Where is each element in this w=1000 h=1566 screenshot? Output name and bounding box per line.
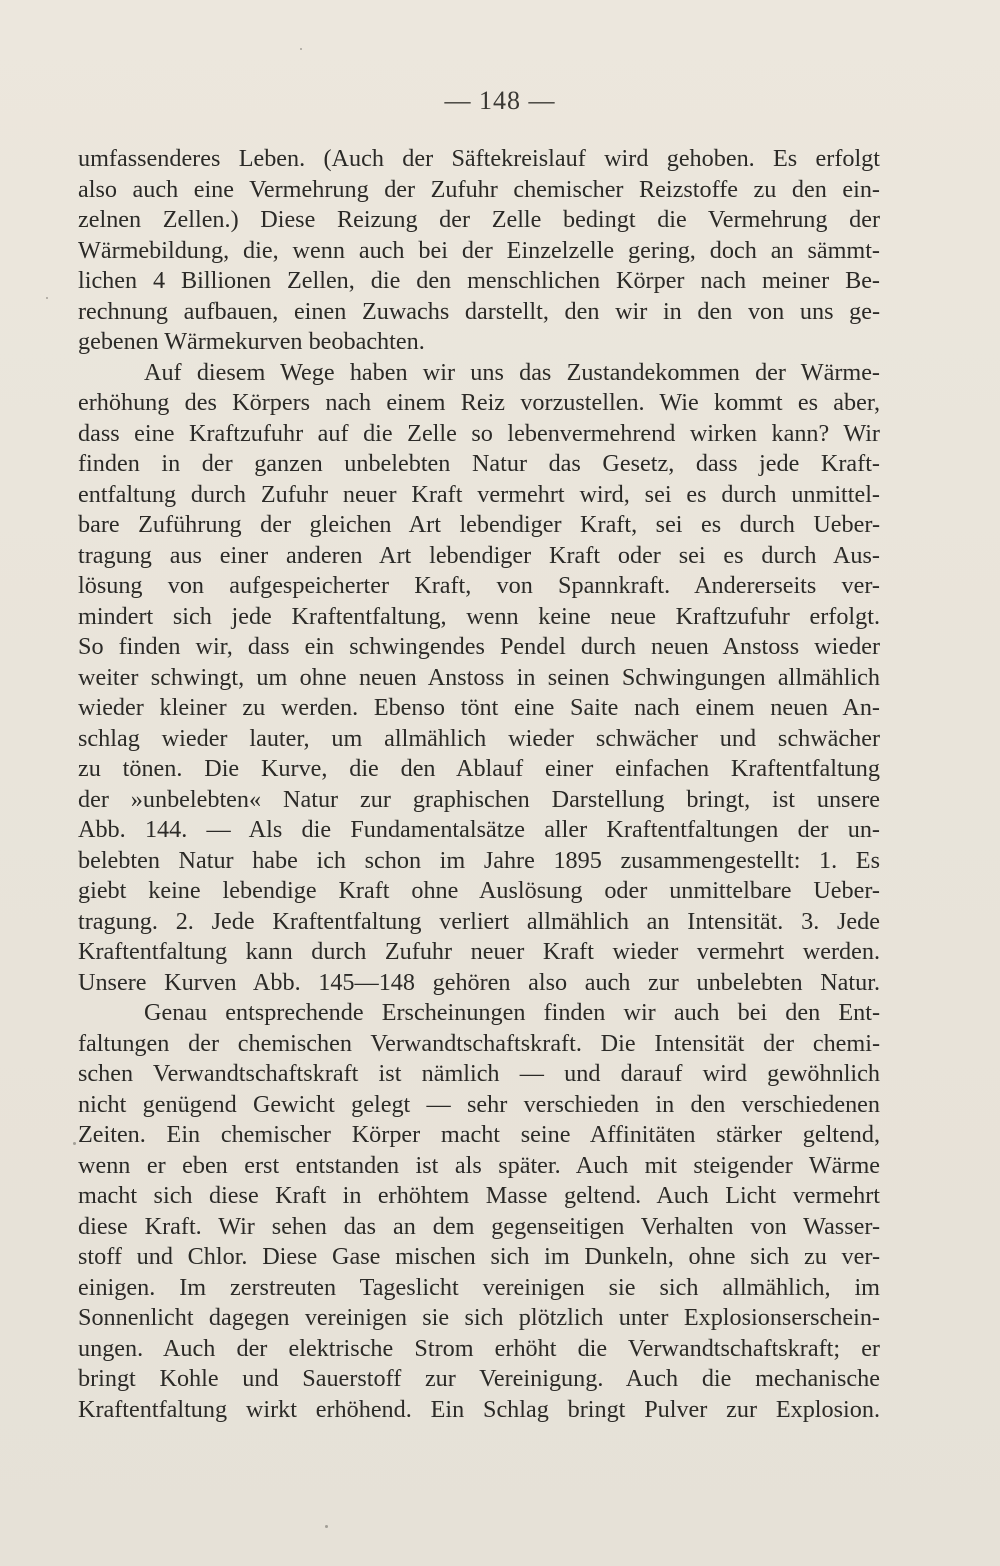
text-line: stoff und Chlor. Diese Gase mischen sich im Dunkeln, ohne sich zu ver-: [78, 1243, 880, 1270]
text-line: Wärmebildung, die, wenn auch bei der Einzelzelle gering, doch an sämmt-: [78, 236, 880, 264]
text-line: erhöhung des Körpers nach einem Reiz vorzustellen. Wie kommt es aber,: [78, 389, 880, 416]
text-line: bringt Kohle und Sauerstoff zur Vereinigung. Auch die mechanische: [78, 1365, 880, 1392]
text-line: Zeiten. Ein chemischer Körper macht seine Affinitäten stärker geltend,: [78, 1121, 880, 1148]
text-line: tragung. 2. Jede Kraftentfaltung verliert allmählich an Intensität. 3. Jede: [78, 907, 880, 935]
text-line: faltungen der chemischen Verwandtschaftskraft. Die Intensität der chemi-: [78, 1029, 880, 1057]
text-line: dass eine Kraftzufuhr auf die Zelle so lebenvermehrend wirken kann? Wir: [78, 419, 880, 447]
page-number: — 148 —: [444, 86, 556, 115]
paragraph-2: [78, 358, 880, 999]
paragraph-1: [78, 144, 880, 358]
text-line: So finden wir, dass ein schwingendes Pendel durch neuen Anstoss wieder: [78, 633, 880, 660]
text-line: umfassenderes Leben. (Auch der Säftekreislauf wird gehoben. Es erfolgt: [78, 145, 880, 172]
text-line: Kraftentfaltung wirkt erhöhend. Ein Schlag bringt Pulver zur Explosion.: [78, 1395, 880, 1423]
text-line: lösung von aufgespeicherter Kraft, von Spannkraft. Andererseits ver-: [78, 572, 880, 599]
text-line: also auch eine Vermehrung der Zufuhr chemischer Reizstoffe zu den ein-: [78, 175, 880, 203]
text-line: schlag wieder lauter, um allmählich wieder schwächer und schwächer: [78, 724, 880, 752]
paper-speck: [46, 297, 48, 299]
text-line: gebenen Wärmekurven beobachten.: [78, 328, 425, 355]
text-line: Sonnenlicht dagegen vereinigen sie sich plötzlich unter Explosionserschein-: [78, 1304, 880, 1331]
text-line: ungen. Auch der elektrische Strom erhöht die Verwandtschaftskraft; er: [78, 1334, 880, 1362]
text-line: einigen. Im zerstreuten Tageslicht vereinigen sie sich allmählich, im: [78, 1273, 880, 1301]
text-line: zu tönen. Die Kurve, die den Ablauf einer einfachen Kraftentfaltung: [78, 755, 880, 782]
text-line: wenn er eben erst entstanden ist als später. Auch mit steigender Wärme: [78, 1151, 880, 1179]
text-line: finden in der ganzen unbelebten Natur das Gesetz, dass jede Kraft-: [78, 450, 880, 477]
paper-speck: [73, 1142, 76, 1145]
text-line: tragung aus einer anderen Art lebendiger Kraft oder sei es durch Aus-: [78, 541, 880, 569]
text-line: macht sich diese Kraft in erhöhtem Masse geltend. Auch Licht vermehrt: [78, 1182, 880, 1209]
text-line: Unsere Kurven Abb. 145—148 gehören also auch zur unbelebten Natur.: [78, 968, 880, 996]
text-line: Kraftentfaltung kann durch Zufuhr neuer Kraft wieder vermehrt werden.: [78, 938, 880, 965]
text-line: Auf diesem Wege haben wir uns das Zustandekommen der Wärme-: [144, 358, 880, 386]
paper-speck: [300, 48, 302, 50]
text-line: bare Zuführung der gleichen Art lebendiger Kraft, sei es durch Ueber-: [78, 511, 880, 538]
text-line: zelnen Zellen.) Diese Reizung der Zelle bedingt die Vermehrung der: [78, 206, 880, 233]
text-line: weiter schwingt, um ohne neuen Anstoss in seinen Schwingungen allmählich: [78, 663, 880, 691]
text-line: giebt keine lebendige Kraft ohne Auslösung oder unmittelbare Ueber-: [78, 877, 880, 904]
body-text: [78, 144, 880, 1425]
text-line: entfaltung durch Zufuhr neuer Kraft vermehrt wird, sei es durch unmittel-: [78, 480, 880, 508]
text-line: schen Verwandtschaftskraft ist nämlich — und darauf wird gewöhnlich: [78, 1060, 880, 1087]
text-line: wieder kleiner zu werden. Ebenso tönt eine Saite nach einem neuen An-: [78, 694, 880, 721]
text-line: Genau entsprechende Erscheinungen finden wir auch bei den Ent-: [144, 999, 880, 1026]
text-line: diese Kraft. Wir sehen das an dem gegenseitigen Verhalten von Wasser-: [78, 1212, 880, 1240]
text-line: belebten Natur habe ich schon im Jahre 1895 zusammengestellt: 1. Es: [78, 846, 880, 874]
text-line: rechnung aufbauen, einen Zuwachs darstellt, den wir in den von uns ge-: [78, 297, 880, 325]
text-line: mindert sich jede Kraftentfaltung, wenn keine neue Kraftzufuhr erfolgt.: [78, 602, 880, 630]
paper-speck: [325, 1525, 328, 1528]
text-line: Abb. 144. — Als die Fundamentalsätze aller Kraftentfaltungen der un-: [78, 816, 880, 843]
text-line: nicht genügend Gewicht gelegt — sehr verschieden in den verschiedenen: [78, 1090, 880, 1118]
text-line: der »unbelebten« Natur zur graphischen Darstellung bringt, ist unsere: [78, 785, 880, 813]
text-line: lichen 4 Billionen Zellen, die den menschlichen Körper nach meiner Be-: [78, 267, 880, 294]
paragraph-3: [78, 998, 880, 1425]
